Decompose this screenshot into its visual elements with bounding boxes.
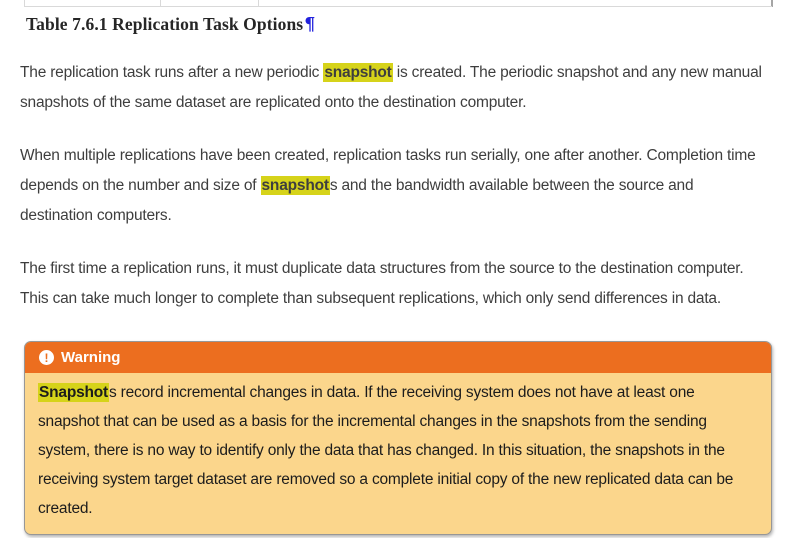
section-heading (26, 14, 792, 35)
body-paragraphs (20, 58, 770, 314)
search-highlight: Snapshot (39, 384, 109, 401)
table-bottom-fragment (0, 0, 792, 7)
text-run: The first time a replication runs, it must duplicate data structures from the source to the destination computer. This can take much longer to complete than subsequent replications, which only send differences in data. (20, 260, 744, 307)
warning-title: Warning (61, 349, 121, 366)
paragraph (20, 58, 770, 118)
paragraph (20, 254, 770, 314)
warning-header (25, 342, 771, 373)
paragraph (20, 141, 770, 231)
text-run: The replication task runs after a new periodic (20, 64, 324, 81)
warning-admonition (24, 341, 772, 535)
text-run: is created. The periodic snapshot and any new manual snapshots of the same dataset are replicated onto the destination computer. (20, 64, 762, 111)
text-run: s record incremental changes in data. If the receiving system does not have at least one snapshot that can be used as a basis for the incremental changes in the snapshots from the sending system, there is no way to identify only the data that has changed. In this situation, the snapshots in the receiving system target dataset are removed so a complete initial copy of the new replicated data can be created. (38, 384, 734, 517)
table-bottom-border (24, 6, 772, 7)
exclamation-circle-icon: ! (39, 350, 54, 365)
text-run: When multiple replications have been created, replication tasks run serially, one after another. Completion time depends on the number and size of (20, 147, 756, 194)
heading-permalink-pilcrow[interactable]: ¶ (304, 15, 316, 35)
search-highlight: snapshot (261, 177, 329, 194)
search-highlight: snapshot (324, 64, 392, 81)
heading-text: Table 7.6.1 Replication Task Options (26, 14, 304, 34)
warning-body (25, 373, 771, 534)
text-run: s and the bandwidth available between the source and destination computers. (20, 177, 694, 224)
